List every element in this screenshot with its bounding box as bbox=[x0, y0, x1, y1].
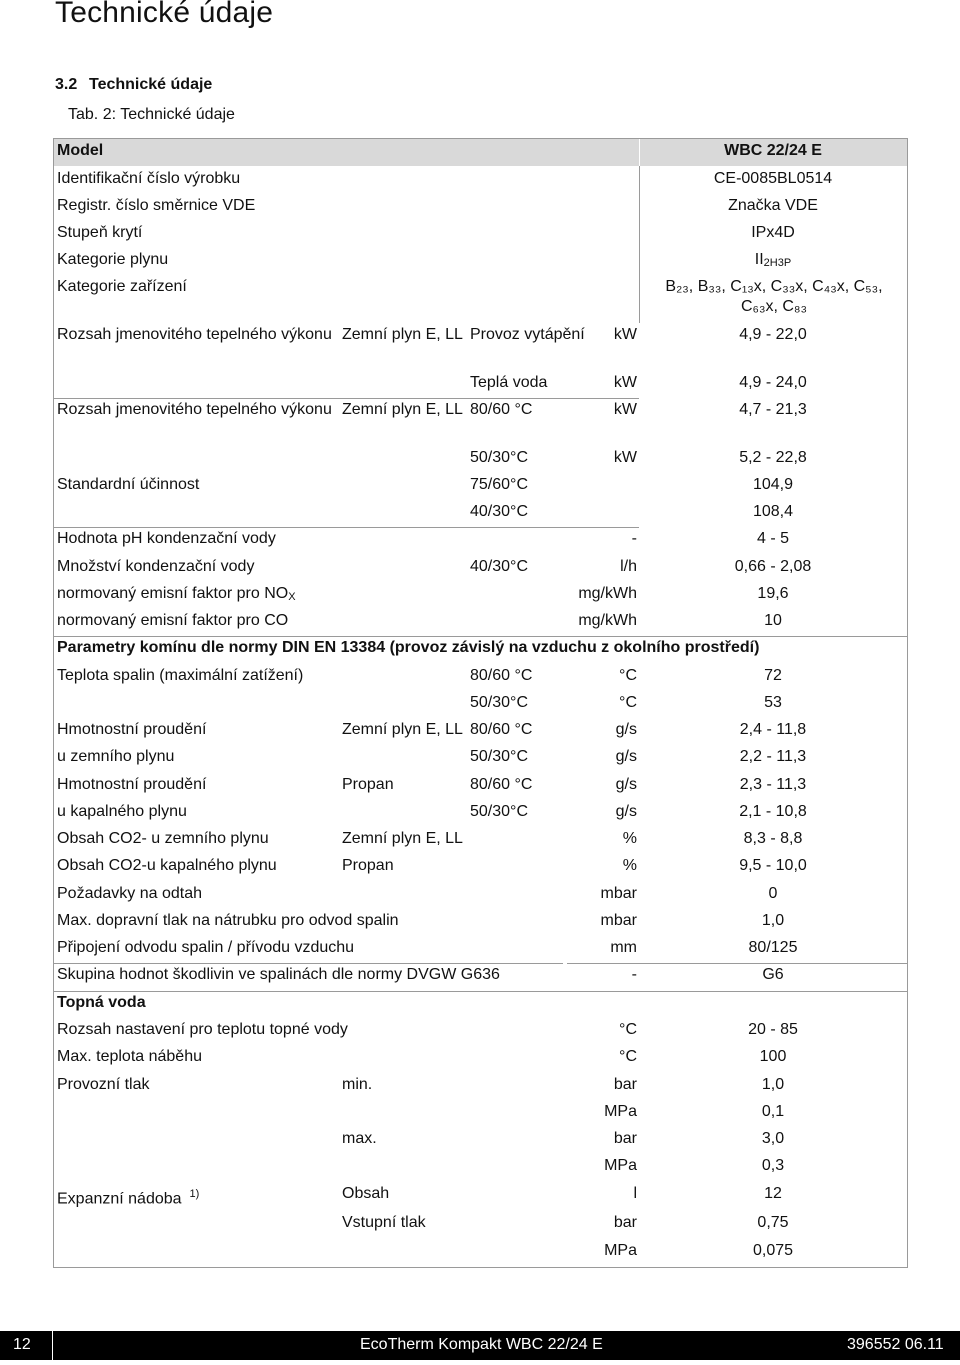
cell-r17-c1 bbox=[57, 666, 332, 686]
cell-r8-c2 bbox=[342, 400, 467, 420]
cell-text: 72 bbox=[764, 667, 782, 684]
cell-r8-c4 bbox=[554, 400, 637, 420]
cell-text: 1,0 bbox=[761, 1076, 785, 1093]
cell-text: 12 bbox=[764, 1185, 782, 1202]
cell-r32-c2 bbox=[342, 1075, 467, 1095]
cell-r15-c5 bbox=[639, 611, 907, 631]
cell-r6-c2 bbox=[342, 325, 467, 345]
cell-text: 50/30°C bbox=[470, 803, 528, 820]
cell-text: Zemní plyn E, LL bbox=[342, 830, 463, 847]
cell-r27-c1 bbox=[57, 938, 617, 958]
cell-text: CE-0085BL0514 bbox=[713, 170, 833, 187]
cell-text: IPx4D bbox=[751, 224, 795, 241]
cell-text: 19,6 bbox=[757, 585, 789, 602]
cell-r10-c3 bbox=[470, 475, 600, 495]
cell-text: °C bbox=[619, 1048, 637, 1065]
cell-r23-c4 bbox=[554, 829, 637, 849]
cell-text: - bbox=[631, 530, 637, 547]
footer-doc-code: 396552 06.11 bbox=[847, 1336, 944, 1353]
cell-r18-c4 bbox=[554, 693, 637, 713]
cell-text: u zemního plynu bbox=[57, 748, 175, 765]
cell-text: Parametry komínu dle normy DIN EN 13384 (provoz závislý na vzduchu z okolního prostředí) bbox=[57, 639, 760, 656]
cell-text: 0,075 bbox=[752, 1242, 794, 1259]
cell-text: Model bbox=[57, 142, 104, 159]
cell-r30-c1 bbox=[57, 1020, 617, 1040]
footer-bar bbox=[0, 1331, 960, 1360]
cell-text: MPa bbox=[604, 1242, 637, 1259]
cell-text: 100 bbox=[759, 1048, 787, 1065]
cell-text: MPa bbox=[604, 1157, 637, 1174]
cell-r22-c4 bbox=[554, 802, 637, 822]
cell-text: Kategorie zařízení bbox=[57, 278, 187, 295]
cell-text: Vstupní tlak bbox=[342, 1214, 426, 1231]
table-rule bbox=[54, 636, 907, 637]
cell-text: kW bbox=[613, 326, 637, 343]
cell-r35-c5 bbox=[639, 1156, 907, 1176]
cell-r18-c5 bbox=[639, 693, 907, 713]
cell-r25-c5 bbox=[639, 884, 907, 904]
cell-text: MPa bbox=[604, 1103, 637, 1120]
cell-text: Obsah bbox=[342, 1185, 390, 1202]
cell-text: 104,9 bbox=[752, 476, 794, 493]
cell-r32-c4 bbox=[554, 1075, 637, 1095]
cell-r21-c4 bbox=[554, 775, 637, 795]
cell-r21-c5 bbox=[639, 775, 907, 795]
cell-text: 1,0 bbox=[761, 912, 785, 929]
cell-r1-c5 bbox=[639, 169, 907, 189]
cell-r28-c4 bbox=[554, 965, 637, 985]
cell-r23-c2 bbox=[342, 829, 467, 849]
table-rule bbox=[54, 991, 907, 992]
cell-text: u kapalného plynu bbox=[57, 803, 187, 820]
cell-text: 3,0 bbox=[761, 1130, 785, 1147]
cell-text: Expanzní nádoba bbox=[57, 1190, 182, 1208]
cell-text: Připojení odvodu spalin / přívodu vzduchu bbox=[57, 939, 355, 956]
cell-text: Registr. číslo směrnice VDE bbox=[57, 197, 256, 214]
cell-r11-c3 bbox=[470, 502, 600, 522]
cell-text: Teplota spalin (maximální zatížení) bbox=[57, 667, 304, 684]
cell-r27-c5 bbox=[639, 938, 907, 958]
cell-text: 2,3 - 11,3 bbox=[739, 776, 807, 793]
section-heading bbox=[55, 76, 212, 94]
table-rule bbox=[54, 398, 639, 399]
cell-text: Rozsah jmenovitého tepelného výkonu bbox=[57, 401, 332, 418]
table-rule bbox=[567, 963, 907, 964]
cell-r19-c4 bbox=[554, 720, 637, 740]
cell-text: 75/60°C bbox=[470, 476, 528, 493]
cell-r20-c5 bbox=[639, 747, 907, 767]
value-column-rule bbox=[639, 166, 640, 323]
cell-footnote-mark: 1) bbox=[189, 1188, 200, 1200]
cell-r22-c1 bbox=[57, 802, 332, 822]
cell-r14-c1 bbox=[57, 584, 617, 607]
cell-text: normovaný emisní faktor pro NO bbox=[57, 585, 289, 602]
cell-text: 53 bbox=[764, 694, 782, 711]
cell-r36-c1 bbox=[57, 1184, 332, 1209]
section-title: Technické údaje bbox=[89, 76, 213, 93]
cell-text: Propan bbox=[342, 857, 394, 874]
cell-text: Značka VDE bbox=[728, 197, 818, 214]
cell-r23-c1 bbox=[57, 829, 332, 849]
cell-text: 4,9 - 22,0 bbox=[739, 326, 807, 343]
cell-text: Stupeň krytí bbox=[57, 224, 143, 241]
cell-text: mm bbox=[610, 939, 637, 956]
cell-r20-c1 bbox=[57, 747, 332, 767]
cell-r38-c4 bbox=[554, 1241, 637, 1261]
cell-text: 2,4 - 11,8 bbox=[739, 721, 807, 738]
cell-text: Hmotnostní proudění bbox=[57, 721, 207, 738]
cell-text: Kategorie plynu bbox=[57, 251, 169, 268]
cell-r28-c5 bbox=[639, 965, 907, 985]
cell-text: kW bbox=[613, 374, 637, 391]
cell-r29-c1 bbox=[57, 993, 617, 1013]
cell-r38-c5 bbox=[639, 1241, 907, 1261]
cell-r36-c4 bbox=[554, 1184, 637, 1204]
cell-text: 40/30°C bbox=[470, 503, 528, 520]
cell-r3-c1 bbox=[57, 223, 617, 243]
cell-text: g/s bbox=[615, 721, 637, 738]
cell-text: mg/kWh bbox=[578, 612, 637, 629]
cell-r30-c4 bbox=[554, 1020, 637, 1040]
cell-text: 40/30°C bbox=[470, 558, 528, 575]
cell-text: % bbox=[622, 830, 637, 847]
footer-product: EcoTherm Kompakt WBC 22/24 E bbox=[360, 1336, 603, 1353]
cell-r31-c4 bbox=[554, 1047, 637, 1067]
cell-r19-c1 bbox=[57, 720, 332, 740]
cell-text: g/s bbox=[615, 803, 637, 820]
cell-r24-c1 bbox=[57, 856, 332, 876]
cell-r13-c1 bbox=[57, 557, 332, 577]
cell-text: Topná voda bbox=[57, 994, 146, 1011]
cell-text: 4,9 - 24,0 bbox=[739, 374, 807, 391]
cell-r0-c5 bbox=[639, 141, 907, 161]
cell-r13-c4 bbox=[554, 557, 637, 577]
cell-text: Identifikační číslo výrobku bbox=[57, 170, 241, 187]
cell-text: Obsah CO2- u zemního plynu bbox=[57, 830, 269, 847]
cell-text: Množství kondenzační vody bbox=[57, 558, 255, 575]
cell-text: 80/60 °C bbox=[470, 721, 533, 738]
cell-text: bar bbox=[613, 1076, 637, 1093]
cell-text: mbar bbox=[600, 912, 637, 929]
cell-text: 10 bbox=[764, 612, 782, 629]
cell-r6-c5 bbox=[639, 325, 907, 345]
cell-text: 4,7 - 21,3 bbox=[739, 401, 807, 418]
cell-text: 5,2 - 22,8 bbox=[739, 449, 807, 466]
cell-r3-c5 bbox=[639, 223, 907, 243]
cell-r9-c5 bbox=[639, 448, 907, 468]
cell-text: II bbox=[754, 251, 764, 268]
cell-text: Rozsah jmenovitého tepelného výkonu bbox=[57, 326, 332, 343]
cell-text: 9,5 - 10,0 bbox=[739, 857, 807, 874]
cell-text: 80/60 °C bbox=[470, 667, 533, 684]
cell-r7-c4 bbox=[554, 373, 637, 393]
cell-text: 0,3 bbox=[761, 1157, 785, 1174]
cell-r2-c1 bbox=[57, 196, 617, 216]
cell-text: 4 - 5 bbox=[756, 530, 789, 547]
cell-r1-c1 bbox=[57, 169, 617, 189]
cell-r32-c1 bbox=[57, 1075, 332, 1095]
cell-text: Zemní plyn E, LL bbox=[342, 401, 463, 418]
cell-r10-c1 bbox=[57, 475, 332, 495]
section-number: 3.2 bbox=[55, 76, 78, 93]
cell-text: 0,66 - 2,08 bbox=[734, 558, 812, 575]
cell-text: WBC 22/24 E bbox=[724, 142, 822, 159]
cell-r22-c5 bbox=[639, 802, 907, 822]
cell-subscript: X bbox=[288, 591, 296, 603]
cell-r33-c4 bbox=[554, 1102, 637, 1122]
cell-text: Provozní tlak bbox=[57, 1076, 150, 1093]
cell-text: 80/60 °C bbox=[470, 776, 533, 793]
cell-r11-c5 bbox=[639, 502, 907, 522]
cell-r4-c5 bbox=[639, 250, 907, 273]
cell-text: Zemní plyn E, LL bbox=[342, 326, 463, 343]
cell-text: °C bbox=[619, 694, 637, 711]
cell-text: g/s bbox=[615, 748, 637, 765]
cell-r13-c5 bbox=[639, 557, 907, 577]
cell-r7-c5 bbox=[639, 373, 907, 393]
cell-text: Požadavky na odtah bbox=[57, 885, 202, 902]
cell-text: Rozsah nastavení pro teplotu topné vody bbox=[57, 1021, 348, 1038]
cell-r37-c4 bbox=[554, 1213, 637, 1233]
cell-r26-c5 bbox=[639, 911, 907, 931]
cell-r8-c1 bbox=[57, 400, 332, 420]
cell-r19-c2 bbox=[342, 720, 467, 740]
cell-r25-c4 bbox=[554, 884, 637, 904]
cell-r32-c5 bbox=[639, 1075, 907, 1095]
spec-table bbox=[53, 138, 908, 1268]
cell-text: 0,75 bbox=[757, 1214, 789, 1231]
cell-r19-c5 bbox=[639, 720, 907, 740]
cell-r17-c4 bbox=[554, 666, 637, 686]
table-rule bbox=[54, 527, 639, 528]
cell-text: 108,4 bbox=[752, 503, 794, 520]
cell-text: Provoz vytápění bbox=[470, 326, 585, 343]
cell-r31-c5 bbox=[639, 1047, 907, 1067]
cell-text: l/h bbox=[620, 558, 637, 575]
cell-text: mbar bbox=[600, 885, 637, 902]
cell-r31-c1 bbox=[57, 1047, 617, 1067]
cell-text: - bbox=[631, 966, 637, 983]
cell-r12-c1 bbox=[57, 529, 617, 549]
cell-text: 0,1 bbox=[761, 1103, 785, 1120]
cell-text: kW bbox=[613, 449, 637, 466]
cell-text: 80/60 °C bbox=[470, 401, 533, 418]
cell-r17-c5 bbox=[639, 666, 907, 686]
cell-r24-c5 bbox=[639, 856, 907, 876]
cell-r36-c5 bbox=[639, 1184, 907, 1204]
cell-r15-c1 bbox=[57, 611, 617, 631]
table-rule bbox=[54, 963, 563, 964]
cell-r5-c5 bbox=[646, 277, 902, 317]
cell-text: Standardní účinnost bbox=[57, 476, 200, 493]
cell-text: Hmotnostní proudění bbox=[57, 776, 207, 793]
cell-r21-c2 bbox=[342, 775, 467, 795]
cell-r35-c4 bbox=[554, 1156, 637, 1176]
cell-text: 0 bbox=[768, 885, 778, 902]
cell-text: % bbox=[622, 857, 637, 874]
cell-text: 50/30°C bbox=[470, 694, 528, 711]
cell-text: 80/125 bbox=[748, 939, 798, 956]
cell-text: Max. dopravní tlak na nátrubku pro odvod spalin bbox=[57, 912, 399, 929]
cell-text: °C bbox=[619, 1021, 637, 1038]
cell-r16-c1 bbox=[57, 638, 897, 658]
cell-r2-c5 bbox=[639, 196, 907, 216]
cell-text: Max. teplota náběhu bbox=[57, 1048, 202, 1065]
cell-r36-c2 bbox=[342, 1184, 467, 1204]
cell-r25-c1 bbox=[57, 884, 617, 904]
cell-text: B₂₃, B₃₃, C₁₃x, C₃₃x, C₄₃x, C₅₃, C₆₃x, C₈₃ bbox=[665, 278, 883, 315]
cell-r10-c5 bbox=[639, 475, 907, 495]
cell-text: 2,2 - 11,3 bbox=[739, 748, 807, 765]
cell-r5-c1 bbox=[57, 277, 617, 297]
cell-r26-c1 bbox=[57, 911, 617, 931]
cell-text: 2,1 - 10,8 bbox=[739, 803, 807, 820]
footer-page-number: 12 bbox=[13, 1336, 31, 1353]
cell-r37-c5 bbox=[639, 1213, 907, 1233]
cell-r34-c2 bbox=[342, 1129, 467, 1149]
cell-r14-c4 bbox=[554, 584, 637, 604]
cell-text: mg/kWh bbox=[578, 585, 637, 602]
cell-text: Obsah CO2-u kapalného plynu bbox=[57, 857, 277, 874]
cell-text: Propan bbox=[342, 776, 394, 793]
cell-r4-c1 bbox=[57, 250, 617, 270]
cell-r14-c5 bbox=[639, 584, 907, 604]
cell-r6-c4 bbox=[554, 325, 637, 345]
cell-r12-c5 bbox=[639, 529, 907, 549]
cell-text: l bbox=[633, 1185, 637, 1202]
cell-text: Hodnota pH kondenzační vody bbox=[57, 530, 276, 547]
cell-r24-c4 bbox=[554, 856, 637, 876]
cell-r27-c4 bbox=[554, 938, 637, 958]
cell-r20-c4 bbox=[554, 747, 637, 767]
cell-text: 50/30°C bbox=[470, 748, 528, 765]
cell-r28-c1 bbox=[57, 965, 617, 985]
cell-r21-c1 bbox=[57, 775, 332, 795]
cell-r34-c5 bbox=[639, 1129, 907, 1149]
cell-text: °C bbox=[619, 667, 637, 684]
cell-r33-c5 bbox=[639, 1102, 907, 1122]
cell-text: kW bbox=[613, 401, 637, 418]
table-caption: Tab. 2: Technické údaje bbox=[68, 106, 235, 123]
cell-text: min. bbox=[342, 1076, 373, 1093]
cell-text: normovaný emisní faktor pro CO bbox=[57, 612, 289, 629]
cell-text: max. bbox=[342, 1130, 377, 1147]
cell-text: Teplá voda bbox=[470, 374, 548, 391]
cell-r37-c2 bbox=[342, 1213, 467, 1233]
cell-r30-c5 bbox=[639, 1020, 907, 1040]
cell-r6-c1 bbox=[57, 325, 332, 345]
page-title: Technické údaje bbox=[55, 0, 274, 29]
cell-r15-c4 bbox=[554, 611, 637, 631]
cell-r12-c4 bbox=[554, 529, 637, 549]
cell-r8-c5 bbox=[639, 400, 907, 420]
cell-r26-c4 bbox=[554, 911, 637, 931]
cell-text: 50/30°C bbox=[470, 449, 528, 466]
cell-text: bar bbox=[613, 1214, 637, 1231]
cell-subscript: 2H3P bbox=[763, 257, 792, 269]
cell-text: G6 bbox=[762, 966, 784, 983]
cell-r9-c4 bbox=[554, 448, 637, 468]
cell-text: Skupina hodnot škodlivin ve spalinách dle normy DVGW G636 bbox=[57, 966, 500, 983]
cell-r34-c4 bbox=[554, 1129, 637, 1149]
cell-text: g/s bbox=[615, 776, 637, 793]
cell-r0-c1 bbox=[57, 141, 617, 161]
cell-text: 8,3 - 8,8 bbox=[743, 830, 803, 847]
cell-text: 20 - 85 bbox=[748, 1021, 798, 1038]
footer-divider bbox=[52, 1331, 53, 1360]
cell-r23-c5 bbox=[639, 829, 907, 849]
cell-r24-c2 bbox=[342, 856, 467, 876]
cell-text: bar bbox=[613, 1130, 637, 1147]
cell-text: Zemní plyn E, LL bbox=[342, 721, 463, 738]
